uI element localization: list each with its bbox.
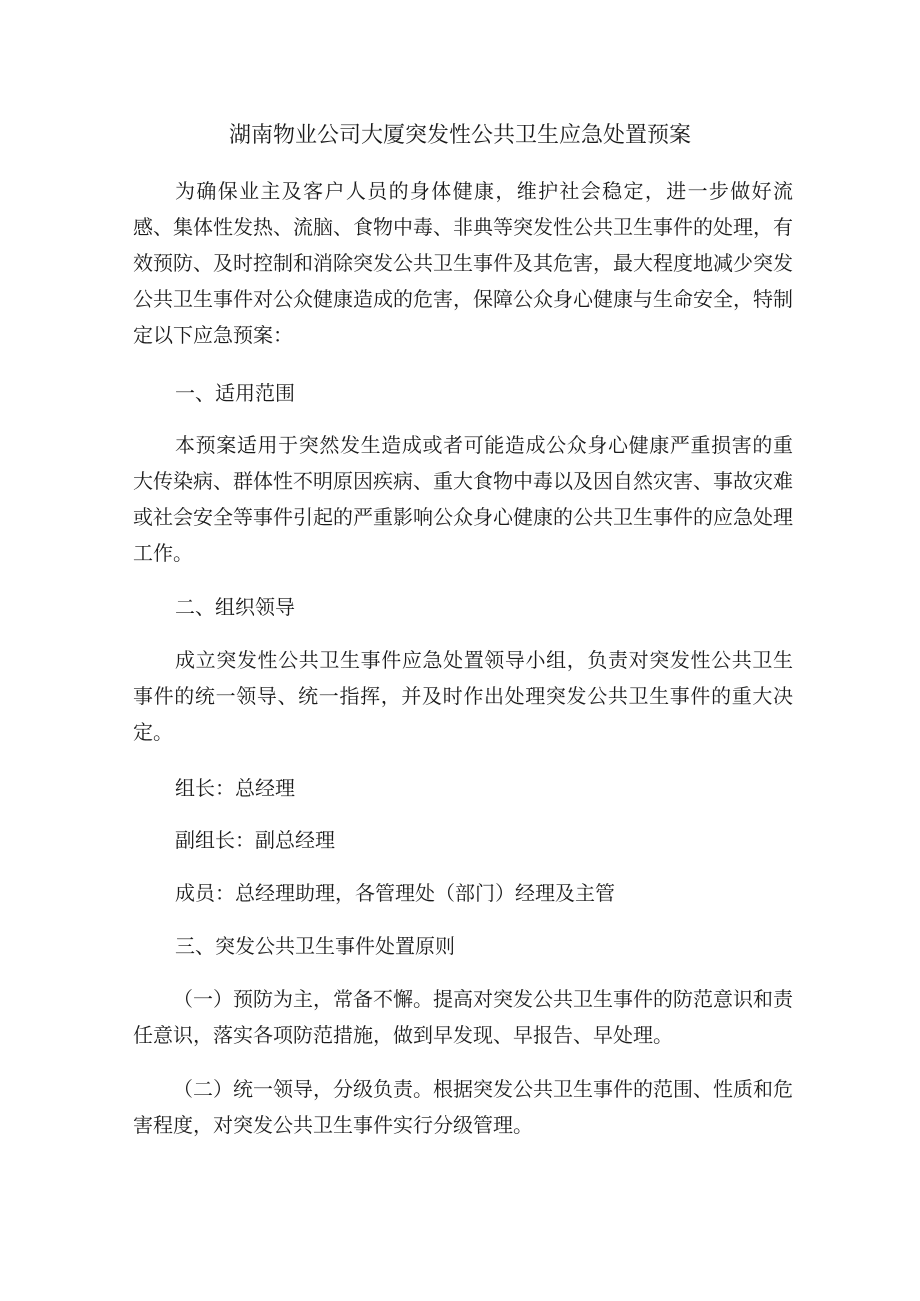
section3-heading: 三、突发公共卫生事件处置原则 [175, 934, 455, 958]
intro-paragraph: 为确保业主及客户人员的身体健康，维护社会稳定，进一步做好流感、集体性发热、流脑、食物中毒、非典等突发性公共卫生事件的处理，有效预防、及时控制和消除突发公共卫生事件及其危害，最大程度地减少突发公共卫生事件对公众健康造成的危害，保障公众身心健康与生命安全，特制定以下应急预案： [133, 179, 793, 347]
leader-line: 组长：总经理 [175, 776, 295, 800]
section2-heading: 二、组织领导 [175, 595, 295, 619]
deputy-leader-line: 副组长：副总经理 [175, 828, 335, 852]
document-title: 湖南物业公司大厦突发性公共卫生应急处置预案 [228, 123, 691, 148]
section2-body: 成立突发性公共卫生事件应急处置领导小组，负责对突发性公共卫生事件的统一领导、统一指挥，并及时作出处理突发公共卫生事件的重大决定。 [133, 648, 793, 744]
principle1-paragraph: （一）预防为主，常备不懈。提高对突发公共卫生事件的防范意识和责任意识，落实各项防范措施，做到早发现、早报告、早处理。 [133, 987, 793, 1047]
section1-heading: 一、适用范围 [175, 381, 295, 405]
principle2-paragraph: （二）统一领导，分级负责。根据突发公共卫生事件的范围、性质和危害程度，对突发公共卫生事件实行分级管理。 [133, 1077, 793, 1137]
members-line: 成员：总经理助理，各管理处（部门）经理及主管 [175, 881, 615, 905]
section1-body: 本预案适用于突然发生造成或者可能造成公众身心健康严重损害的重大传染病、群体性不明原因疾病、重大食物中毒以及因自然灾害、事故灾难或社会安全等事件引起的严重影响公众身心健康的公共卫生事件的应急处理工作。 [133, 433, 793, 565]
